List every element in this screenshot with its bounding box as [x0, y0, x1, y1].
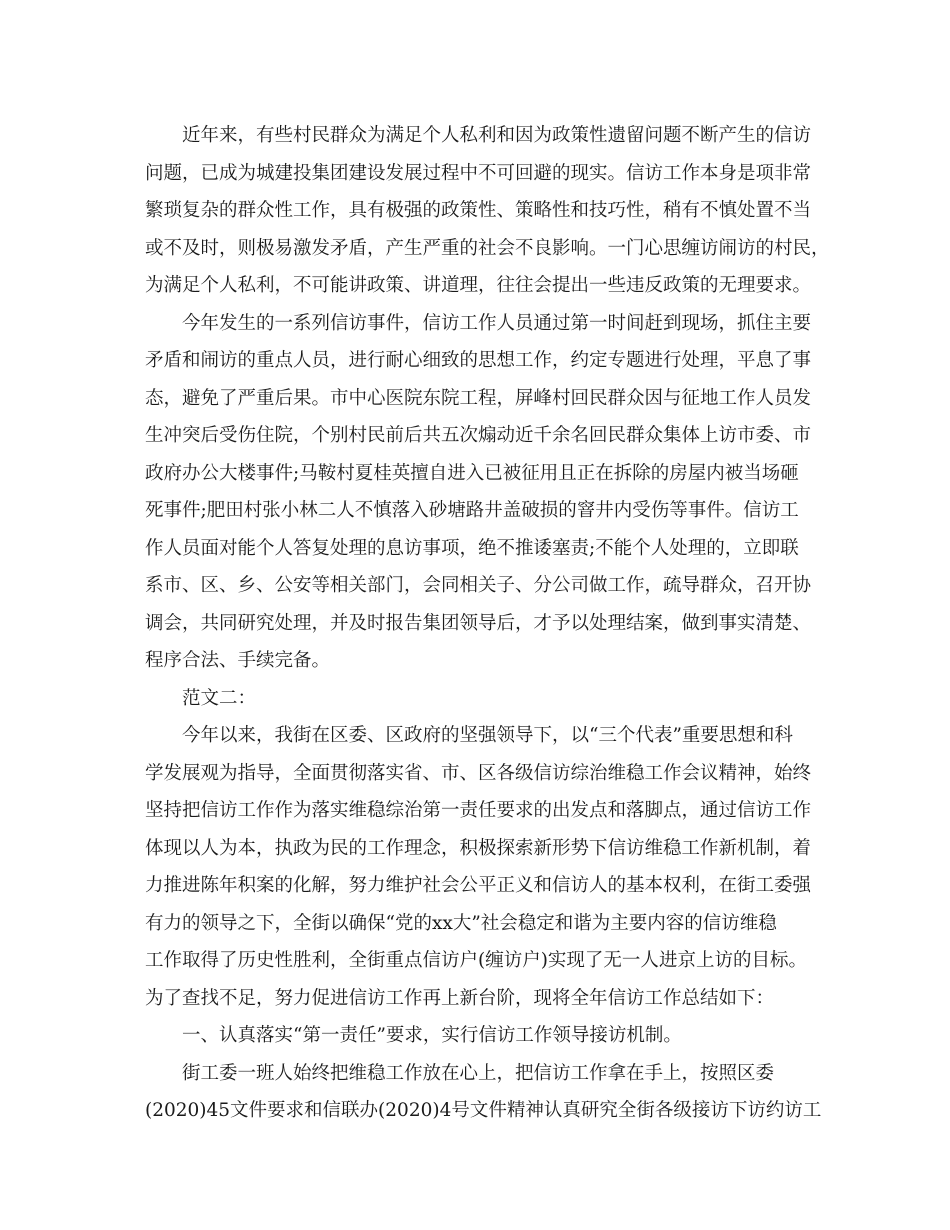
paragraph-4-line-2: (2020)45文件要求和信联办(2020)4号文件精神认真研究全街各级接访下访约访工: [145, 1100, 822, 1121]
paragraph-2-line-1: 今年发生的一系列信访事件，信访工作人员通过第一时间赶到现场，抓住主要: [182, 313, 812, 334]
paragraph-2-line-7: 作人员面对能个人答复处理的息访事项，绝不推诿塞责;不能个人处理的，立即联: [145, 538, 799, 559]
paragraph-1-line-1: 近年来，有些村民群众为满足个人私利和因为政策性遗留问题不断产生的信访: [182, 125, 812, 146]
paragraph-1-line-4: 或不及时，则极易激发矛盾，产生严重的社会不良影响。一门心思缠访闹访的村民，: [145, 238, 830, 259]
paragraph-3-line-6: 有力的领导之下，全街以确保“党的xx大”社会稳定和谐为主要内容的信访维稳: [145, 913, 777, 934]
paragraph-4-line-1: 街工委一班人始终把维稳工作放在心上，把信访工作拿在手上，按照区委: [182, 1063, 775, 1084]
paragraph-2-line-4: 生冲突后受伤住院，个别村民前后共五次煽动近千余名回民群众集体上访市委、市: [145, 425, 812, 446]
paragraph-3-line-5: 力推进陈年积案的化解，努力维护社会公平正义和信访人的基本权利，在街工委强: [145, 875, 812, 896]
section-heading-fanwen-2: 范文二：: [182, 688, 257, 709]
paragraph-3-line-2: 学发展观为指导，全面贯彻落实省、市、区各级信访综治维稳工作会议精神，始终: [145, 763, 812, 784]
paragraph-1-line-3: 繁琐复杂的群众性工作，具有极强的政策性、策略性和技巧性，稍有不慎处置不当: [145, 200, 812, 221]
paragraph-2-line-2: 矛盾和闹访的重点人员，进行耐心细致的思想工作，约定专题进行处理，平息了事: [145, 350, 812, 371]
paragraph-2-line-8: 系市、区、乡、公安等相关部门，会同相关子、分公司做工作，疏导群众，召开协: [145, 575, 812, 596]
paragraph-1-line-2: 问题，已成为城建投集团建设发展过程中不可回避的现实。信访工作本身是项非常: [145, 163, 812, 184]
paragraph-2-line-6: 死事件;肥田村张小林二人不慎落入砂塘路井盖破损的窨井内受伤等事件。信访工: [145, 500, 799, 521]
paragraph-2-line-9: 调会，共同研究处理，并及时报告集团领导后，才予以处理结案，做到事实清楚、: [145, 613, 812, 634]
paragraph-3-line-7: 工作取得了历史性胜利，全街重点信访户(缠访户)实现了无一人进京上访的目标。: [145, 950, 807, 971]
paragraph-3-line-4: 体现以人为本，执政为民的工作理念，积极探索新形势下信访维稳工作新机制，着: [145, 838, 812, 859]
paragraph-3-line-1: 今年以来，我街在区委、区政府的坚强领导下，以“三个代表”重要思想和科: [182, 725, 793, 746]
paragraph-2-line-5: 政府办公大楼事件;马鞍村夏桂英擅自进入已被征用且正在拆除的房屋内被当场砸: [145, 463, 799, 484]
paragraph-1-line-5: 为满足个人私利，不可能讲政策、讲道理，往往会提出一些违反政策的无理要求。: [145, 275, 812, 296]
paragraph-2-line-3: 态，避免了严重后果。市中心医院东院工程，屏峰村回民群众因与征地工作人员发: [145, 388, 812, 409]
paragraph-3-line-8: 为了查找不足，努力促进信访工作再上新台阶，现将全年信访工作总结如下：: [145, 988, 775, 1009]
paragraph-2-line-10: 程序合法、手续完备。: [145, 650, 331, 671]
section-heading-1: 一、认真落实“第一责任”要求，实行信访工作领导接访机制。: [182, 1025, 682, 1046]
paragraph-3-line-3: 坚持把信访工作作为落实维稳综治第一责任要求的出发点和落脚点，通过信访工作: [145, 800, 812, 821]
